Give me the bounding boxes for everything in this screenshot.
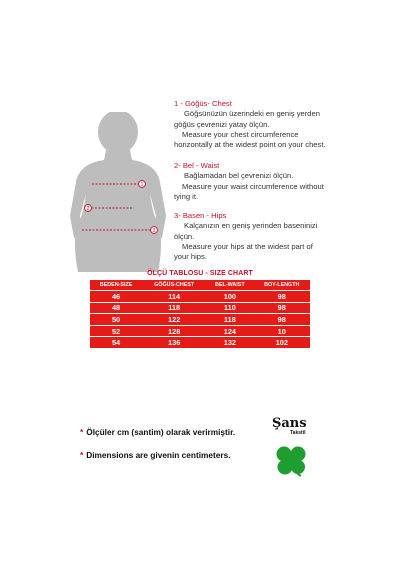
waist-en-line-1: Measure your waist circumference without: [182, 181, 324, 191]
cell-chest: 136: [142, 337, 206, 348]
waist-heading: 2- Bel - Waist: [174, 161, 220, 170]
chest-heading: 1 - Göğüs- Chest: [174, 99, 232, 108]
cell-length: 98: [254, 314, 310, 326]
asterisk-icon: *: [80, 450, 84, 460]
table-row: [90, 291, 310, 303]
cell-length: 102: [254, 337, 310, 348]
chest-tr-line-1: Göğsünüzün üzerindeki en geniş yerden: [184, 109, 320, 119]
marker-3-label: 3: [152, 228, 156, 235]
header-chest: GÖĞÜS-CHEST: [142, 280, 206, 291]
header-size: BEDEN-SIZE: [90, 280, 142, 291]
chest-en-line-1: Measure your chest circumference: [182, 129, 299, 139]
cell-size: 46: [90, 291, 142, 303]
chest-instructions: [174, 99, 326, 150]
note-turkish: [80, 427, 235, 437]
size-chart-table: [90, 280, 310, 348]
body-measurement-figure: [62, 112, 174, 272]
cell-chest: 114: [142, 291, 206, 303]
hips-tr-line-2: ölçün.: [174, 231, 195, 241]
size-chart-title: ÖLÇÜ TABLOSU - SIZE CHART: [147, 270, 253, 277]
waist-en-line-2: tying it.: [174, 191, 199, 201]
cell-waist: 132: [206, 337, 253, 348]
hips-en-line-2: your hips.: [174, 252, 207, 262]
marker-1-label: 1: [140, 182, 144, 189]
cell-length: 98: [254, 291, 310, 303]
header-waist: BEL-WAIST: [206, 280, 253, 291]
hips-heading: 3- Basen - Hips: [174, 211, 227, 220]
brand-logo-text: Şans: [272, 416, 307, 431]
cell-waist: 100: [206, 291, 253, 303]
hips-instructions: [174, 211, 317, 262]
cell-waist: 118: [206, 314, 253, 326]
marker-2-label: 2: [86, 206, 90, 213]
cell-waist: 124: [206, 325, 253, 337]
cell-size: 54: [90, 337, 142, 348]
table-row: [90, 302, 310, 314]
cell-size: 52: [90, 325, 142, 337]
asterisk-icon: *: [80, 427, 84, 437]
cell-length: 10: [254, 325, 310, 337]
cell-chest: 118: [142, 302, 206, 314]
table-row: [90, 337, 310, 348]
note-english: [80, 450, 231, 460]
cell-chest: 128: [142, 325, 206, 337]
table-row: [90, 314, 310, 326]
waist-instructions: [174, 161, 324, 202]
cell-length: 98: [254, 302, 310, 314]
note-turkish-text: Ölçüler cm (santim) olarak verirmiştir.: [86, 427, 236, 437]
cell-chest: 122: [142, 314, 206, 326]
hips-en-line-1: Measure your hips at the widest part of: [182, 241, 313, 251]
table-row: [90, 325, 310, 337]
cell-waist: 110: [206, 302, 253, 314]
clover-icon: [270, 415, 330, 477]
size-chart-header-row: [90, 280, 310, 291]
chest-tr-line-2: göğüs çevrenizi yatay ölçün.: [174, 119, 270, 129]
cell-size: 48: [90, 302, 142, 314]
chest-en-line-2: horizontally at the widest point on your chest.: [174, 140, 326, 150]
header-length: BOY-LENGTH: [254, 280, 310, 291]
note-english-text: Dimensions are givenin centimeters.: [86, 450, 231, 460]
logo: [270, 415, 330, 477]
cell-size: 50: [90, 314, 142, 326]
waist-tr-line-1: Bağlamadan bel çevrenizi ölçün.: [184, 171, 294, 181]
hips-tr-line-1: Kalçanızın en geniş yerinden baseninizi: [184, 221, 318, 231]
brand-logo-subtitle: Takstil: [290, 430, 306, 436]
